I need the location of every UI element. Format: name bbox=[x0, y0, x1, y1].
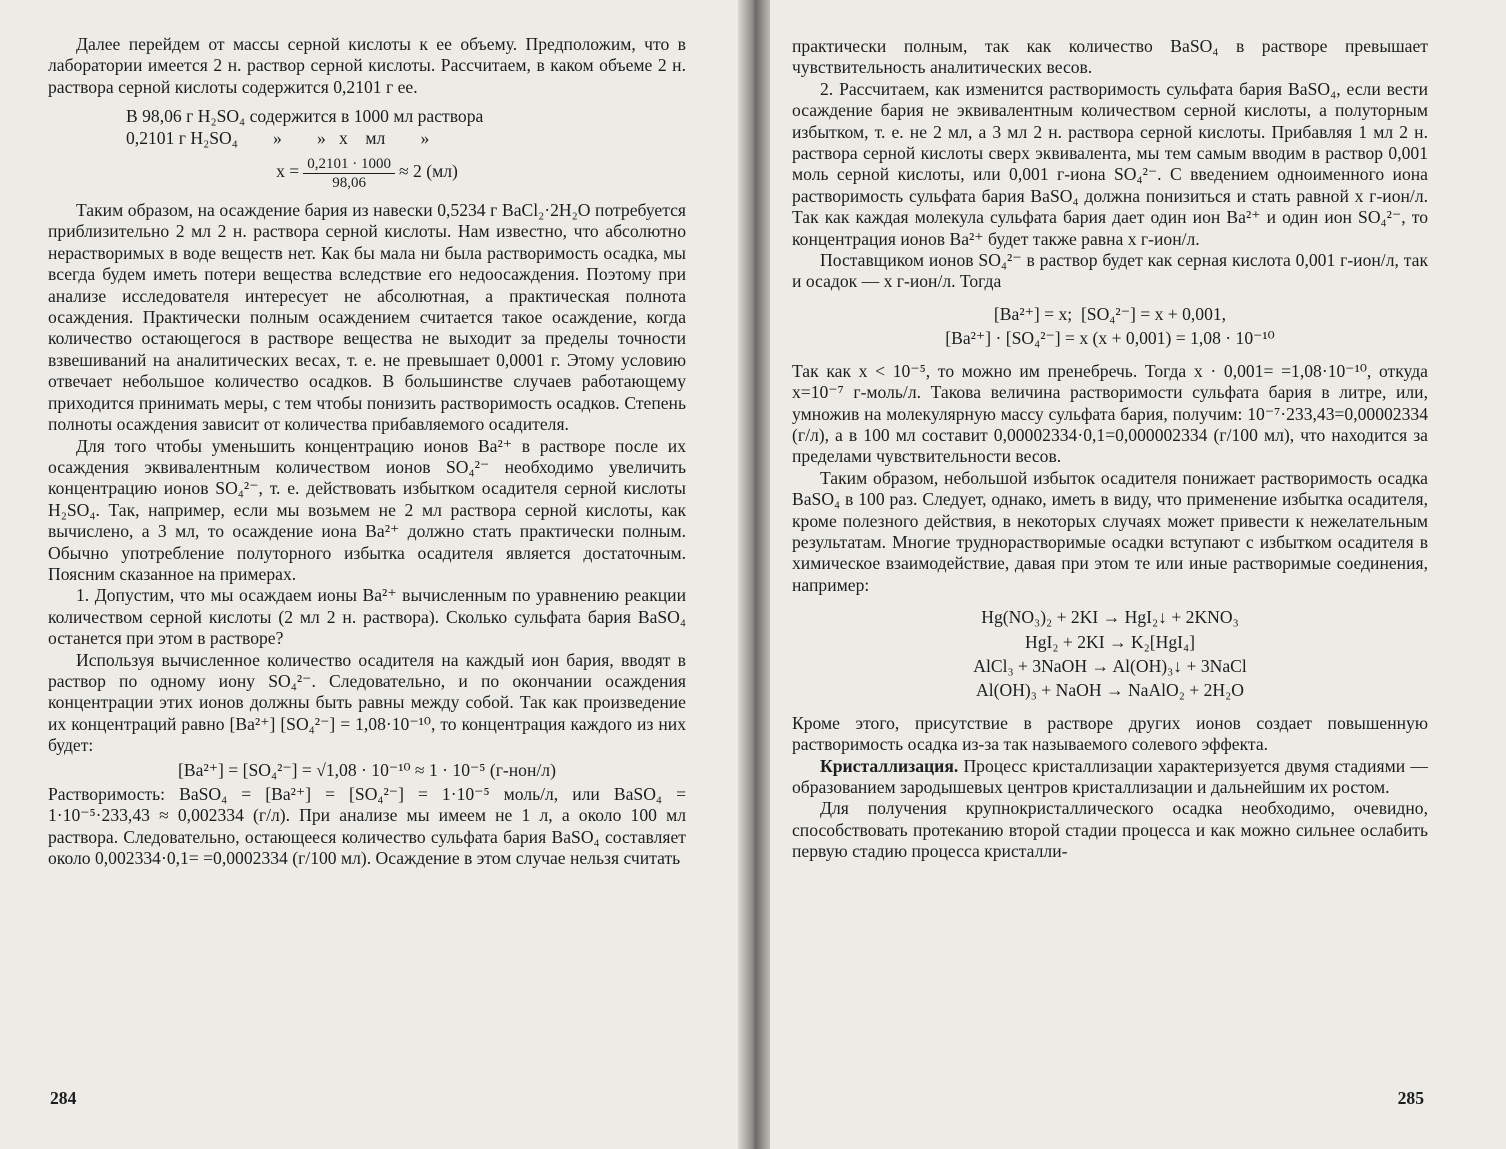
proportion-line: В 98,06 г H₂SO₄ содержится в 1000 мл раствора bbox=[126, 106, 484, 127]
fraction-numerator: 0,2101 · 1000 bbox=[303, 155, 395, 174]
concentration-equation: [Ba²⁺] = [SO₄²⁻] = √1,08 · 10⁻¹⁰ ≈ 1 · 10⁻⁵ (г-нон/л) bbox=[178, 759, 556, 780]
paragraph: Так как x < 10⁻⁵, то можно им пренебречь. Тогда x · 0,001= =1,08·10⁻¹⁰, откуда x=10⁻⁷ г-моль/л. Такова величина растворимости сульфата бария в литре, или, умножив на молекулярную массу сульфата бария, получим: 10⁻⁷·233,43=0,00002334 (г/л), а в 100 мл составит 0,00002334·0,1=0,000002334 (г/100 мл), что находится за пределами чувствительности весов. bbox=[792, 360, 1428, 467]
paragraph: Поставщиком ионов SO₄²⁻ в раствор будет как серная кислота 0,001 г-ион/л, так и осадок — x г-ион/л. Тогда bbox=[792, 250, 1428, 292]
book-gutter bbox=[738, 0, 770, 1149]
right-page bbox=[770, 0, 1506, 1149]
fraction-denominator: 98,06 bbox=[332, 175, 366, 192]
proportion-line: 0,2101 г H₂SO₄ » » x мл » bbox=[126, 127, 430, 148]
paragraph: Далее перейдем от массы серной кислоты к ее объему. Предположим, что в лаборатории имеется 2 н. раствор серной кислоты. Рассчитаем, в каком объеме 2 н. раствора серной кислоты содержится 0,2101 г ее. bbox=[48, 34, 686, 97]
equation-lhs: x = bbox=[276, 161, 300, 182]
paragraph: Растворимость: BaSO₄ = [Ba²⁺] = [SO₄²⁻] = 1·10⁻⁵ моль/л, или BaSO₄ = 1·10⁻⁵·233,43 ≈ 0,002334 (г/л). При анализе мы имеем не 1 л, а около 100 мл раствора. Следовательно, остающееся количество сульфата бария BaSO₄ составляет около 0,002334·0,1= =0,0002334 (г/100 мл). Осаждение в этом случае нельзя считать bbox=[48, 784, 686, 869]
paragraph-crystallization bbox=[792, 756, 1428, 799]
equation: [Ba²⁺] · [SO₄²⁻] = x (x + 0,001) = 1,08 · 10⁻¹⁰ bbox=[945, 328, 1275, 349]
reaction-equation: Hg(NO₃)₂ + 2KI → HgI₂↓ + 2KNO₃ bbox=[981, 607, 1239, 628]
equation-rhs: ≈ 2 (мл) bbox=[398, 161, 458, 182]
reaction-equation: AlCl₃ + 3NaOH → Al(OH)₃↓ + 3NaCl bbox=[973, 655, 1247, 676]
paragraph: Кроме этого, присутствие в растворе других ионов создает повышенную растворимость осадка из-за так называемого солевого эффекта. bbox=[792, 712, 1428, 755]
paragraph: Для получения крупнокристаллического осадка необходимо, очевидно, способствовать протеканию второй стадии процесса и как можно сильнее ослабить первую стадию процесса кристалли- bbox=[792, 798, 1428, 862]
paragraph: 1. Допустим, что мы осаждаем ионы Ba²⁺ вычисленным по уравнению реакции количеством серной кислоты (2 мл 2 н. раствора). Сколько сульфата бария BaSO₄ останется при этом в растворе? bbox=[48, 585, 686, 649]
paragraph: Используя вычисленное количество осадителя на каждый ион бария, вводят в раствор по одному иону SO₄²⁻. Следовательно, и по окончании осаждения концентрации этих ионов должны быть равны между собой. Так как произведение их концентраций равно [Ba²⁺] [SO₄²⁻] = 1,08·10⁻¹⁰, то концентрация каждого из них будет: bbox=[48, 649, 686, 756]
reaction-equation: Al(OH)₃ + NaOH → NaAlO₂ + 2H₂O bbox=[976, 680, 1244, 701]
reaction-equation: HgI₂ + 2KI → K₂[HgI₄] bbox=[1024, 631, 1196, 652]
fraction-equation bbox=[48, 155, 686, 192]
paragraph: практически полным, так как количество BaSO₄ в растворе превышает чувствительность аналитических весов. bbox=[792, 36, 1428, 78]
equation: [Ba²⁺] = x; [SO₄²⁻] = x + 0,001, bbox=[993, 303, 1227, 324]
section-text: Процесс кристаллизации характеризуется двумя стадиями — образованием зародышевых центров кристаллизации и дальнейшим их ростом. bbox=[792, 755, 1428, 797]
left-page bbox=[0, 0, 738, 1149]
section-term: Кристаллизация. bbox=[820, 755, 959, 776]
paragraph: Для того чтобы уменьшить концентрацию ионов Ba²⁺ в растворе после их осаждения эквивалентным количеством ионов SO₄²⁻ необходимо увеличить концентрацию ионов SO₄²⁻, т. е. действовать избытком осадителя серной кислоты H₂SO₄. Так, например, если мы возьмем не 2 мл раствора серной кислоты, как вычислено, а 3 мл, то осаждение иона Ba²⁺ должно стать практически полным. Обычно употребление полуторного избытка осадителя является достаточным. Поясним сказанное на примерах. bbox=[48, 435, 686, 584]
paragraph: 2. Рассчитаем, как изменится растворимость сульфата бария BaSO₄, если вести осаждение бария не эквивалентным количеством серной кислоты, а полуторным избытком, т. е. не 2 мл, а 3 мл 2 н. раствора серной кислоты. Прибавляя 1 мл 2 н. раствора серной кислоты сверх эквивалента, мы тем самым вводим в раствор 0,001 моль серной кислоты, или 0,001 г-иона SO₄²⁻. С введением одноименного иона растворимость сульфата бария BaSO₄ должна понизиться и стать равной x г-ион/л. Так как каждая молекула сульфата бария дает один ион Ba²⁺ и один ион SO₄²⁻, то концентрация ионов Ba²⁺ будет также равна x г-ион/л. bbox=[792, 78, 1428, 249]
page-number: 284 bbox=[50, 1087, 77, 1108]
fraction bbox=[303, 155, 395, 192]
paragraph: Таким образом, небольшой избыток осадителя понижает растворимость осадка BaSO₄ в 100 раз. Следует, однако, иметь в виду, что применение избытка осадителя, кроме полезного действия, в некоторых случаях может привести к нежелательным результатам. Многие труднорастворимые осадки вступают с избытком осадителя в химическое взаимодействие, давая при этом те или иные растворимые соединения, например: bbox=[792, 467, 1428, 595]
page-number: 285 bbox=[1397, 1087, 1424, 1108]
paragraph: Таким образом, на осаждение бария из навески 0,5234 г BaCl₂·2H₂O потребуется приблизительно 2 мл 2 н. раствора серной кислоты. Нам известно, что абсолютно нерастворимых в воде веществ нет. Как бы мала ни была растворимость осадка, мы всегда будем иметь потери вещества вследствие его недоосаждения. Поэтому при анализе исследователя интересует не абсолютная, а практическая полнота осаждения. Практически полным осаждением считается такое осаждение, когда количество остающегося в растворе вещества не выходит за пределы точности взвешиваний на аналитических весах, т. е. не превышает 0,0001 г. Этому условию отвечает небольшое количество осадков. В большинстве случаев работающему приходится принимать меры, с тем чтобы понизить растворимость осадков. Степень полноты осаждения зависит от количества прибавляемого осадителя. bbox=[48, 200, 686, 435]
